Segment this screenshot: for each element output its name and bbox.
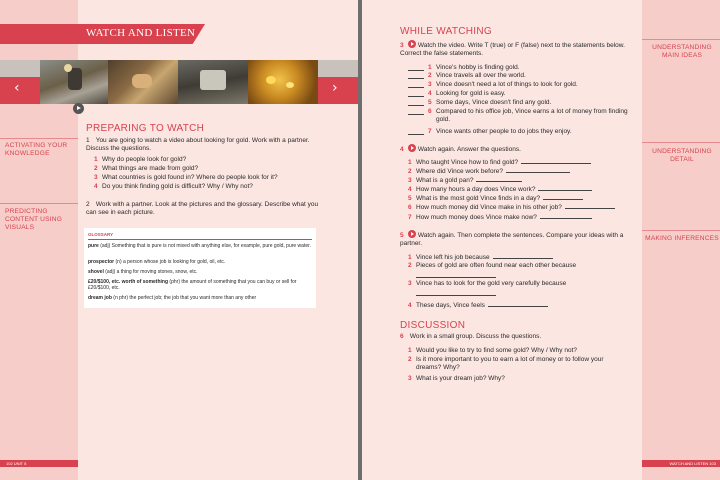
item-text: Vince doesn't need a lot of things to look for gold. <box>436 81 578 88</box>
list-item <box>94 156 186 164</box>
question-item <box>408 212 592 222</box>
answer-blank[interactable] <box>408 64 424 71</box>
play-video-icon[interactable] <box>408 40 416 48</box>
exercise-number: 3 <box>400 42 404 49</box>
skill-label-main-ideas: UNDERSTANDING MAIN IDEAS <box>652 44 712 59</box>
video-thumbnail-4[interactable] <box>248 60 318 104</box>
item-number-wrap <box>428 99 436 107</box>
glossary-term: £20/$100, etc. worth of something <box>88 279 169 285</box>
section-title: PREPARING TO WATCH <box>86 123 205 134</box>
question-item <box>408 202 615 212</box>
true-false-statement <box>408 108 636 124</box>
item-number-wrap <box>428 72 436 80</box>
exercise-1 <box>86 137 322 153</box>
chevron-right-icon[interactable]: › <box>332 80 338 96</box>
item-number: 2 <box>408 168 412 175</box>
answer-blank[interactable] <box>408 90 424 97</box>
item-number-wrap <box>428 108 436 116</box>
item-text: Vince wants other people to do jobs they enjoy. <box>436 128 572 135</box>
exercise-instruction: Watch again. Answer the questions. <box>417 146 521 153</box>
left-page <box>0 0 358 480</box>
page-footer: WATCH AND LISTEN 103 <box>669 461 716 466</box>
skill-label-detail: UNDERSTANDING DETAIL <box>652 148 712 163</box>
item-text: Compared to his office job, Vince earns a lot of money from finding gold. <box>436 108 628 124</box>
answer-line[interactable] <box>543 193 583 200</box>
glossary-definition: (adj) Something that is pure is not mixed with anything else, for example, pure gold, pure water. <box>100 243 311 249</box>
play-video-button[interactable] <box>73 103 84 114</box>
sentence-item <box>408 252 553 262</box>
skill-label-predicting: PREDICTING CONTENT USING VISUALS <box>5 208 63 231</box>
answer-blank[interactable] <box>408 72 424 79</box>
exercise-instruction: Watch the video. Write T (true) or F (false) next to the statements below. Correct the false statements. <box>400 42 625 58</box>
glossary-box <box>84 228 316 308</box>
glossary-term: pure <box>88 243 99 249</box>
item-number-wrap <box>428 64 436 72</box>
item-number: 4 <box>408 302 412 309</box>
sentence-item <box>408 262 576 270</box>
discussion-question <box>408 375 628 383</box>
answer-blank[interactable] <box>408 81 424 88</box>
discussion-question <box>408 356 628 372</box>
item-text: These days, Vince feels <box>416 302 485 309</box>
play-video-icon[interactable] <box>408 144 416 152</box>
item-number-wrap <box>428 90 436 98</box>
item-number: 2 <box>408 356 412 363</box>
page-footer: 102 UNIT 5 <box>6 461 27 466</box>
video-thumbnail-2[interactable] <box>108 60 178 104</box>
answer-line[interactable] <box>540 212 592 219</box>
exercise-4 <box>400 144 638 154</box>
glossary-entry <box>88 243 312 249</box>
answer-line[interactable] <box>538 184 592 191</box>
next-arrow-panel[interactable] <box>318 77 358 104</box>
item-text: Vince travels all over the world. <box>436 72 526 79</box>
glossary-entry <box>88 295 312 301</box>
item-number: 5 <box>408 195 412 202</box>
video-thumbnail-3[interactable] <box>178 60 248 104</box>
item-number: 2 <box>428 72 432 79</box>
play-video-icon[interactable] <box>408 230 416 238</box>
item-text: Vince's hobby is finding gold. <box>436 64 520 71</box>
prev-arrow-panel[interactable] <box>0 77 40 104</box>
statement-text <box>436 81 636 89</box>
glossary-rule <box>88 239 312 240</box>
item-text: Where did Vince work before? <box>416 168 503 175</box>
item-number: 5 <box>428 99 432 106</box>
side-rule <box>642 39 720 40</box>
item-text: How much money did Vince make in his other job? <box>416 204 562 211</box>
answer-line[interactable] <box>506 166 570 173</box>
item-number: 4 <box>428 90 432 97</box>
discussion-question <box>408 347 628 355</box>
item-number: 4 <box>408 186 412 193</box>
glossary-definition: (phr) the amount of something that you can buy or sell for £20/$100, etc. <box>88 279 297 292</box>
item-number: 3 <box>428 81 432 88</box>
right-page <box>362 0 720 480</box>
item-text: How many hours a day does Vince work? <box>416 186 536 193</box>
exercise-instruction: Watch again. Then complete the sentences. Compare your ideas with a partner. <box>400 232 624 248</box>
item-text: Looking for gold is easy. <box>436 90 506 97</box>
item-number: 1 <box>408 159 412 166</box>
item-number: 3 <box>408 375 412 382</box>
statement-text <box>436 90 636 98</box>
statement-text <box>436 108 636 124</box>
exercise-number: 2 <box>86 201 90 208</box>
exercise-5 <box>400 230 638 248</box>
item-text: Pieces of gold are often found near each other because <box>416 262 577 269</box>
answer-line[interactable] <box>488 300 548 307</box>
answer-line[interactable] <box>521 157 591 164</box>
exercise-instruction: You are going to watch a video about looking for gold. Work with a partner. Discuss the questions. <box>86 137 310 153</box>
glossary-definition: (adj) a thing for moving stones, snow, etc. <box>105 269 198 275</box>
exercise-number: 1 <box>86 137 90 144</box>
exercise-number: 4 <box>400 146 404 153</box>
glossary-entry <box>88 279 312 292</box>
answer-blank[interactable] <box>408 128 424 135</box>
exercise-2 <box>86 201 322 217</box>
item-number: 1 <box>408 347 412 354</box>
exercise-instruction: Work in a small group. Discuss the questions. <box>409 333 542 340</box>
item-number: 6 <box>408 204 412 211</box>
glossary-entry <box>88 259 312 265</box>
item-text: Is it more important to you to earn a lot of money or to follow your dreams? Why? <box>416 356 604 372</box>
item-text: How much money does Vince make now? <box>416 214 537 221</box>
item-number: 3 <box>408 177 412 184</box>
side-rule <box>642 230 720 231</box>
item-number: 2 <box>408 262 412 269</box>
list-item <box>94 174 278 182</box>
item-number: 2 <box>94 165 98 172</box>
banner-title: WATCH AND LISTEN <box>86 27 196 39</box>
item-number: 7 <box>428 128 432 135</box>
answer-line[interactable] <box>416 295 496 296</box>
true-false-statement <box>408 128 636 138</box>
answer-line[interactable] <box>416 277 496 278</box>
statement-text <box>436 99 636 107</box>
answer-line[interactable] <box>565 202 615 209</box>
exercise-6 <box>400 333 638 341</box>
item-text: What countries is gold found in? Where do people look for it? <box>102 174 278 181</box>
answer-line[interactable] <box>493 252 553 259</box>
exercise-instruction: Work with a partner. Look at the pictures and the glossary. Describe what you can see in each picture. <box>86 201 319 217</box>
answer-blank[interactable] <box>408 99 424 106</box>
exercise-3 <box>400 40 638 58</box>
item-number: 1 <box>94 156 98 163</box>
statement-text <box>436 72 636 80</box>
item-text: What is your dream job? Why? <box>416 375 505 382</box>
glossary-term: dream job <box>88 295 112 301</box>
side-rule <box>642 142 720 143</box>
item-text: Some days, Vince doesn't find any gold. <box>436 99 552 106</box>
statement-text <box>436 128 636 136</box>
item-number: 3 <box>94 174 98 181</box>
video-thumbnail-1[interactable] <box>40 60 108 104</box>
exercise-number: 6 <box>400 333 404 340</box>
item-text: Would you like to try to find some gold? Why / Why not? <box>416 347 578 354</box>
glossary-definition: (n phr) the perfect job; the job that you want more than any other <box>113 295 257 301</box>
video-strip <box>0 60 358 104</box>
list-item <box>94 165 198 173</box>
item-number: 4 <box>94 183 98 190</box>
item-text: Vince left his job because <box>416 254 490 261</box>
item-number: 7 <box>408 214 412 221</box>
item-number: 1 <box>408 254 412 261</box>
item-text: Do you think finding gold is difficult? Why / Why not? <box>102 183 253 190</box>
item-text: Who taught Vince how to find gold? <box>416 159 519 166</box>
glossary-term: shovel <box>88 269 104 275</box>
answer-line[interactable] <box>476 175 522 182</box>
glossary-entry <box>88 269 312 275</box>
skill-label-inferences: MAKING INFERENCES <box>645 235 719 242</box>
sentence-item <box>408 280 566 288</box>
exercise-number: 5 <box>400 232 404 239</box>
item-number: 3 <box>408 280 412 287</box>
statement-text <box>436 64 636 72</box>
item-number-wrap <box>428 128 436 136</box>
answer-blank[interactable] <box>408 108 424 115</box>
item-text: Vince has to look for the gold very carefully because <box>416 280 567 287</box>
side-rule <box>0 203 78 204</box>
chevron-left-icon[interactable]: ‹ <box>14 80 20 96</box>
sentence-item <box>408 300 548 310</box>
item-number: 6 <box>428 108 432 115</box>
list-item <box>94 183 253 191</box>
glossary-title: GLOSSARY <box>88 232 114 237</box>
item-text: What is a gold pan? <box>416 177 474 184</box>
skill-label-activating: ACTIVATING YOUR KNOWLEDGE <box>5 142 68 157</box>
item-text: What things are made from gold? <box>102 165 199 172</box>
item-text: What is the most gold Vince finds in a day? <box>416 195 541 202</box>
side-rule <box>0 138 78 139</box>
glossary-definition: (n) a person whose job is looking for gold, oil, etc. <box>115 259 226 265</box>
item-number: 1 <box>428 64 432 71</box>
section-title: WHILE WATCHING <box>400 26 492 37</box>
item-text: Why do people look for gold? <box>102 156 187 163</box>
glossary-term: prospector <box>88 259 115 265</box>
section-title: DISCUSSION <box>400 320 466 331</box>
item-number-wrap <box>428 81 436 89</box>
